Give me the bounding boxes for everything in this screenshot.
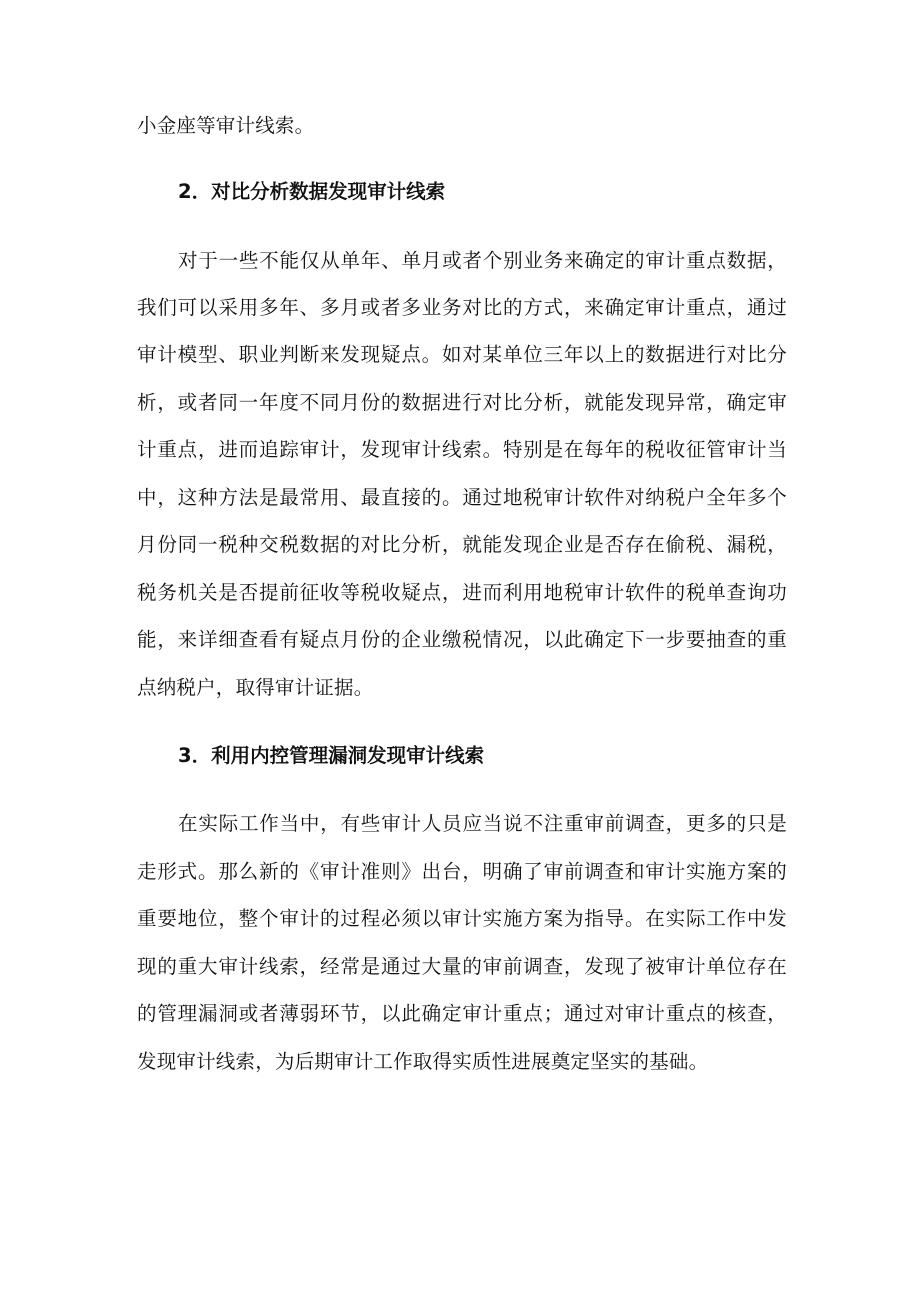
section-3-heading: 3．利用内控管理漏洞发现审计线索 xyxy=(178,744,485,767)
section-3-line: 在实际工作当中，有些审计人员应当说不注重审前调查，更多的只是 xyxy=(178,812,787,835)
section-2-line: 对于一些不能仅从单年、单月或者个别业务来确定的审计重点数据， xyxy=(178,249,787,272)
section-2-line: 能，来详细查看有疑点月份的企业缴税情况，以此确定下一步要抽查的重 xyxy=(137,628,787,651)
section-2-line: 月份同一税种交税数据的对比分析，就能发现企业是否存在偷税、漏税， xyxy=(137,533,787,556)
section-2-line: 审计模型、职业判断来发现疑点。如对某单位三年以上的数据进行对比分 xyxy=(137,343,787,366)
section-2-line: 计重点，进而追踪审计，发现审计线索。特别是在每年的税收征管审计当 xyxy=(137,438,787,461)
section-3-line: 走形式。那么新的《审计准则》出台，明确了审前调查和审计实施方案的 xyxy=(137,860,787,883)
section-2-line: 析，或者同一年度不同月份的数据进行对比分析，就能发现异常，确定审 xyxy=(137,391,787,414)
section-3-line: 发现审计线索，为后期审计工作取得实质性进展奠定坚实的基础。 xyxy=(137,1050,709,1073)
intro-tail-text: 小金座等审计线索。 xyxy=(137,114,315,137)
section-2-line: 中，这种方法是最常用、最直接的。通过地税审计软件对纳税户全年多个 xyxy=(137,486,787,509)
section-2-heading: 2．对比分析数据发现审计线索 xyxy=(178,180,446,203)
section-3-line: 重要地位，整个审计的过程必须以审计实施方案为指导。在实际工作中发 xyxy=(137,907,787,930)
section-2-line: 我们可以采用多年、多月或者多业务对比的方式，来确定审计重点，通过 xyxy=(137,296,787,319)
section-3-line: 现的重大审计线索，经常是通过大量的审前调查，发现了被审计单位存在 xyxy=(137,955,787,978)
section-2-line: 点纳税户，取得审计证据。 xyxy=(137,676,374,699)
section-3-line: 的管理漏洞或者薄弱环节，以此确定审计重点；通过对审计重点的核查， xyxy=(137,1002,787,1025)
section-2-line: 税务机关是否提前征收等税收疑点，进而利用地税审计软件的税单查询功 xyxy=(137,581,787,604)
